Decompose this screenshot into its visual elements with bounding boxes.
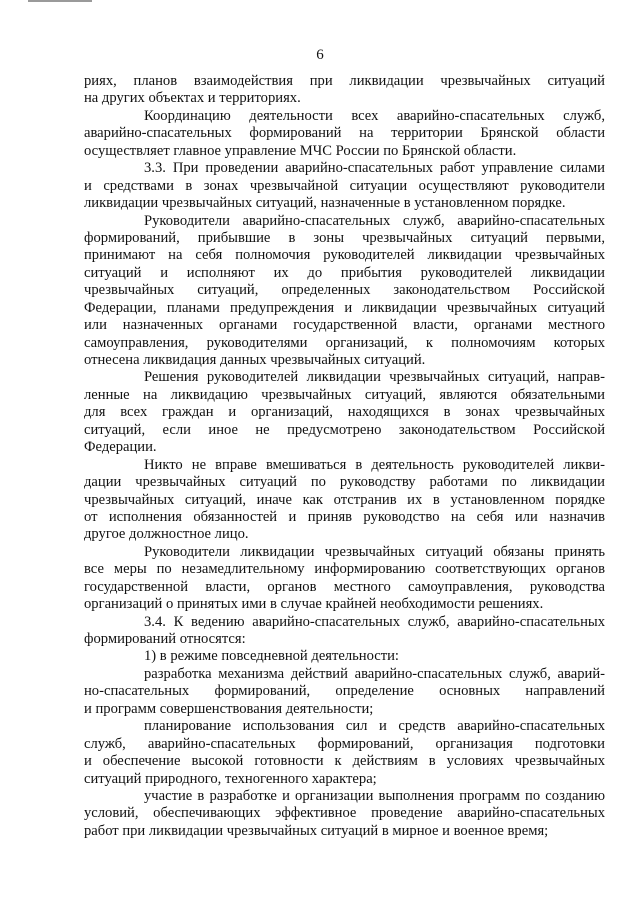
text-line: разработка механизма действий аварийно-спасательных служб, аварий- [144,665,605,682]
text-line: 1) в режиме повседневной деятельности: [144,648,399,665]
text-line: 3.4. К ведению аварийно-спасательных служб, аварийно-спасательных [144,613,605,630]
text-line: служб, аварийно-спасательных формирований, организация подготовки [84,735,605,752]
scan-edge-mark [28,0,92,2]
text-line: ситуаций природного, техногенного характера; [84,770,377,787]
text-line: и программ совершенствования деятельности; [84,700,374,717]
text-line: и обеспечение высокой готовности к действиям в условиях чрезвычайных [84,753,605,770]
text-line: Никто не вправе вмешиваться в деятельность руководителей ликви- [144,456,605,473]
text-line: осуществляет главное управление МЧС России по Брянской области. [84,142,517,159]
text-line: условий, обеспечивающих эффективное проведение аварийно-спасательных [84,805,605,822]
text-line: и средствами в зонах чрезвычайной ситуации осуществляют руководители [84,177,605,194]
text-line: Руководители аварийно-спасательных служб, аварийно-спасательных [144,212,605,229]
text-line: формирований, прибывшие в зоны чрезвычайных ситуаций первыми, [84,229,605,246]
text-line: Решения руководителей ликвидации чрезвычайных ситуаций, направ- [144,369,605,386]
text-line: планирование использования сил и средств аварийно-спасательных [144,718,605,735]
text-line: Федерации. [84,439,157,456]
text-line: Координацию деятельности всех аварийно-спасательных служб, [144,107,605,124]
text-line: другое должностное лицо. [84,526,249,543]
text-line: 3.3. При проведении аварийно-спасательных работ управление силами [144,160,605,177]
text-line: ситуаций, если иное не предусмотрено законодательством Российской [84,421,605,438]
text-line: для всех граждан и организаций, находящихся в зонах чрезвычайных [84,404,605,421]
text-line: самоуправления, руководителями организаций, к полномочиям которых [84,334,605,351]
text-line: или назначенных органами государственной власти, органами местного [84,317,605,334]
text-line: ситуаций и исполняют их до прибытия руководителей ликвидации [84,264,605,281]
text-line: дации чрезвычайных ситуаций по руководству работами по ликвидации [84,474,605,491]
text-line: но-спасательных формирований, определение основных направлений [84,683,605,700]
page-number: 6 [316,47,324,63]
text-line: формирований относятся: [84,631,246,647]
text-line: от исполнения обязанностей и приняв руководство на себя или назначив [84,508,605,525]
text-line: Федерации, планами предупреждения и ликвидации чрезвычайных ситуаций [84,299,605,316]
text-line: отнесена ликвидация данных чрезвычайных ситуаций. [84,352,426,368]
text-line: Руководители ликвидации чрезвычайных ситуаций обязаны принять [144,543,605,560]
text-line: работ при ликвидации чрезвычайных ситуаций в мирное и военное время; [84,822,549,839]
text-line: аварийно-спасательных формирований на территории Брянской области [84,125,605,142]
text-line: чрезвычайных ситуаций, иначе как отстранив их в установленном порядке [84,491,605,508]
text-line: участие в разработке и организации выполнения программ по созданию [144,787,605,804]
text-line: все меры по незамедлительному информированию соответствующих органов [84,561,605,578]
text-line: на других объектах и территориях. [84,90,301,107]
text-line: организаций о принятых ими в случае крайней необходимости решениях. [84,596,544,613]
document-body [84,73,605,840]
text-line: принимают на себя полномочия руководителей ликвидации чрезвычайных [84,247,605,264]
text-line: рияx, планов взаимодействия при ликвидации чрезвычайных ситуаций [84,73,605,89]
text-line: ликвидации чрезвычайных ситуаций, назначенные в установленном порядке. [84,195,566,212]
text-line: ленные на ликвидацию чрезвычайных ситуаций, являются обязательными [84,386,605,403]
text-line: чрезвычайных ситуаций, определенных законодательством Российской [84,282,605,299]
text-line: государственной власти, органов местного самоуправления, руководства [84,578,605,595]
